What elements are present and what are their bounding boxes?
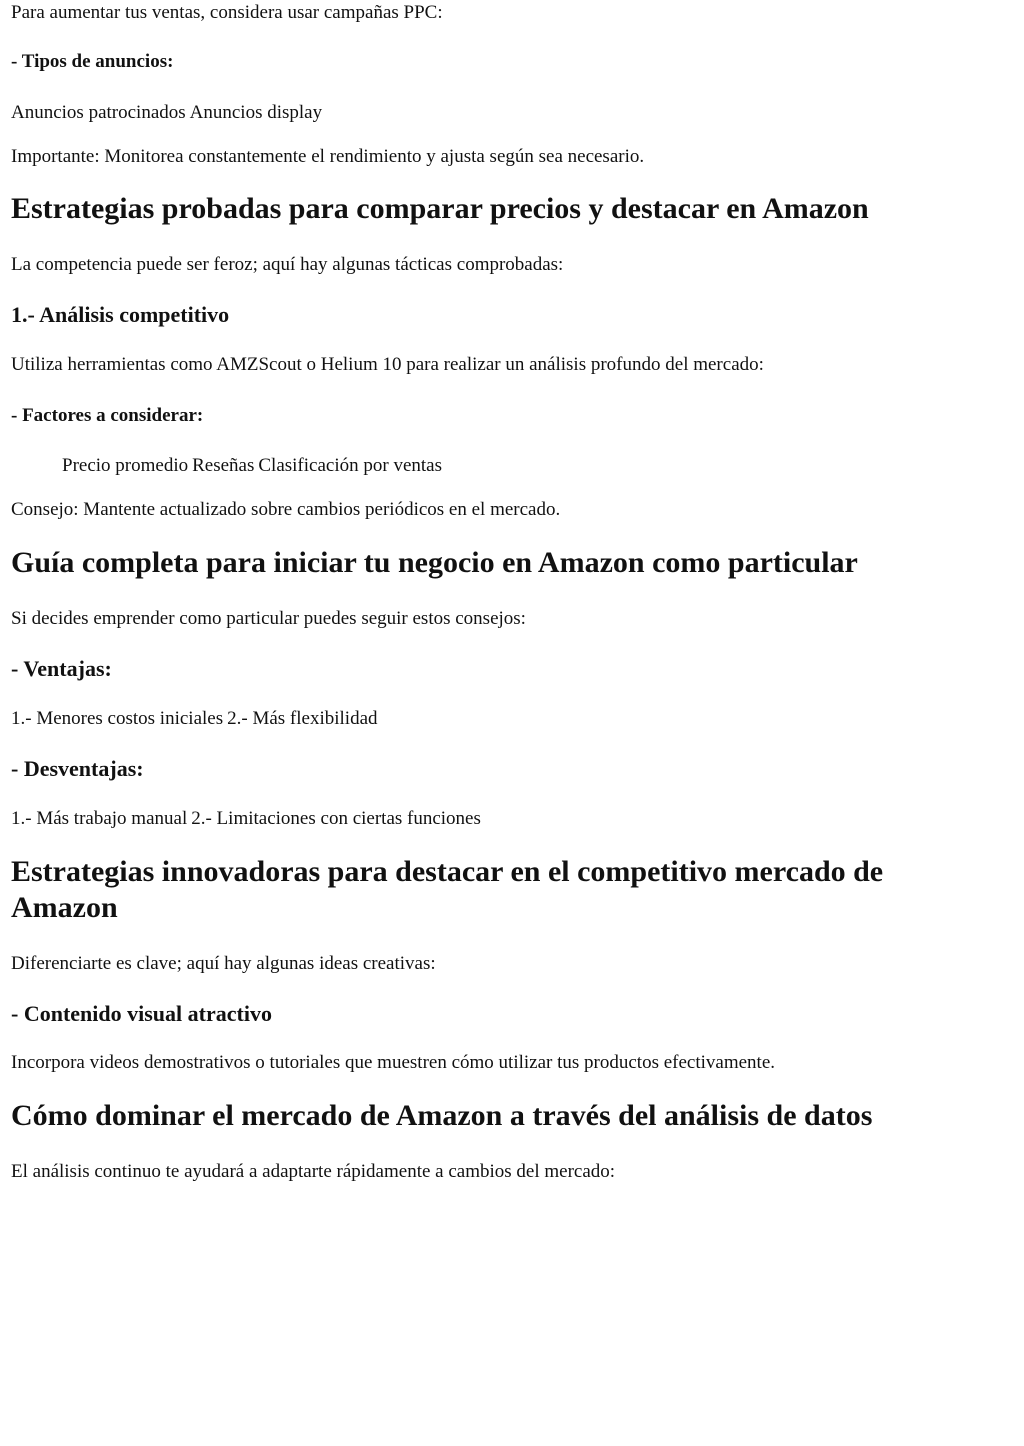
advantages-list (11, 708, 378, 730)
list-item: Anuncios patrocinados (11, 102, 186, 123)
differentiate-paragraph: Diferenciarte es clave; aquí hay algunas ideas creativas: (11, 953, 436, 974)
disadvantages-heading: - Desventajas: (11, 756, 144, 781)
advice-paragraph: Consejo: Mantente actualizado sobre cambios periódicos en el mercado. (11, 499, 561, 520)
list-item: 1.- Más trabajo manual (11, 808, 188, 829)
list-item: Anuncios display (189, 102, 323, 123)
tools-paragraph: Utiliza herramientas como AMZScout o Helium 10 para realizar un análisis profundo del mercado: (11, 354, 764, 375)
list-item: 2.- Más flexibilidad (227, 708, 378, 729)
competitive-analysis-heading: 1.- Análisis competitivo (11, 302, 230, 327)
individual-tips-paragraph: Si decides emprender como particular puedes seguir estos consejos: (11, 608, 526, 629)
disadvantages-list (11, 808, 481, 830)
intro-ppc-paragraph: Para aumentar tus ventas, considera usar campañas PPC: (11, 2, 443, 23)
competition-paragraph: La competencia puede ser feroz; aquí hay algunas tácticas comprobadas: (11, 254, 564, 275)
section-heading-start-business: Guía completa para iniciar tu negocio en Amazon como particular (11, 546, 858, 579)
list-item: 1.- Menores costos iniciales (11, 708, 224, 729)
important-note-paragraph: Importante: Monitorea constantemente el rendimiento y ajusta según sea necesario. (11, 146, 645, 167)
list-item: 2.- Limitaciones con ciertas funciones (191, 808, 481, 829)
advantages-heading: - Ventajas: (11, 656, 112, 681)
list-item: Reseñas (192, 455, 255, 476)
list-item: Clasificación por ventas (258, 455, 442, 476)
factors-heading: - Factores a considerar: (11, 405, 204, 426)
section-heading-compare-prices: Estrategias probadas para comparar precios y destacar en Amazon (11, 192, 869, 225)
videos-paragraph: Incorpora videos demostrativos o tutoriales que muestren cómo utilizar tus productos efectivamente. (11, 1052, 775, 1073)
visual-content-heading: - Contenido visual atractivo (11, 1001, 272, 1026)
ad-types-list (11, 102, 322, 124)
section-heading-data-analysis: Cómo dominar el mercado de Amazon a través del análisis de datos (11, 1099, 873, 1132)
factors-list (62, 455, 442, 477)
section-heading-innovative-strategies: Estrategias innovadoras para destacar en el competitivo mercado de Amazon (11, 855, 884, 924)
list-item: Precio promedio (62, 455, 189, 476)
ad-types-heading: - Tipos de anuncios: (11, 51, 174, 72)
continuous-analysis-paragraph: El análisis continuo te ayudará a adaptarte rápidamente a cambios del mercado: (11, 1161, 616, 1182)
